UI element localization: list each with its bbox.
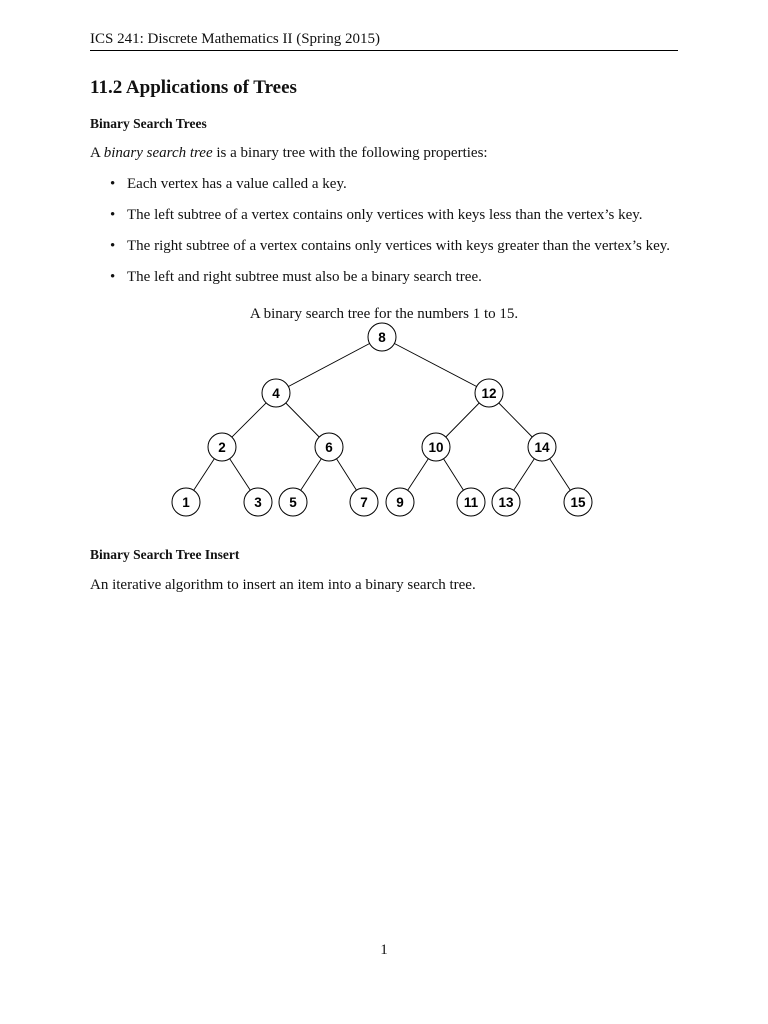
tree-node-label: 8 bbox=[378, 330, 386, 345]
course-title: ICS 241: Discrete Mathematics II (Spring 2015) bbox=[90, 31, 380, 47]
bst-intro-prefix: A bbox=[90, 145, 104, 161]
tree-node bbox=[279, 488, 307, 516]
tree-node bbox=[350, 488, 378, 516]
bst-heading: Binary Search Trees bbox=[90, 116, 207, 131]
property-text: The left and right subtree must also be a binary search tree. bbox=[127, 269, 482, 285]
bst-intro-suffix: is a binary tree with the following properties: bbox=[212, 145, 488, 161]
tree-node bbox=[528, 433, 556, 461]
page-number: 1 bbox=[380, 942, 388, 958]
tree-edges bbox=[194, 344, 571, 491]
tree-edge bbox=[286, 403, 319, 437]
bullet-icon: • bbox=[110, 176, 116, 192]
tree-node-label: 1 bbox=[182, 495, 190, 510]
property-text: The right subtree of a vertex contains only vertices with keys greater than the vertex’s key. bbox=[127, 238, 671, 254]
property-text: Each vertex has a value called a key. bbox=[127, 176, 347, 192]
tree-edge bbox=[230, 459, 251, 491]
tree-node-label: 15 bbox=[570, 495, 586, 510]
tree-node-label: 14 bbox=[534, 440, 550, 455]
tree-node bbox=[262, 379, 290, 407]
tree-node-label: 4 bbox=[272, 386, 280, 401]
property-text: The left subtree of a vertex contains only vertices with keys less than the vertex’s key. bbox=[127, 207, 643, 223]
tree-node-label: 10 bbox=[428, 440, 444, 455]
tree-node-label: 12 bbox=[481, 386, 497, 401]
tree-node-label: 11 bbox=[463, 495, 479, 510]
tree-node bbox=[172, 488, 200, 516]
tree-edge bbox=[514, 459, 535, 491]
section-title: 11.2 Applications of Trees bbox=[90, 77, 297, 98]
tree-node bbox=[386, 488, 414, 516]
tree-node-label: 5 bbox=[289, 495, 297, 510]
figure-caption: A binary search tree for the numbers 1 to 15. bbox=[249, 306, 519, 322]
tree-node-label: 3 bbox=[254, 495, 262, 510]
tree-node bbox=[564, 488, 592, 516]
tree-node bbox=[208, 433, 236, 461]
bullet-icon: • bbox=[110, 269, 116, 285]
tree-edge bbox=[288, 344, 369, 387]
insert-description: An iterative algorithm to insert an item into a binary search tree. bbox=[90, 577, 476, 593]
tree-node bbox=[422, 433, 450, 461]
tree-edge bbox=[499, 403, 532, 437]
tree-node-label: 13 bbox=[498, 495, 514, 510]
tree-node bbox=[244, 488, 272, 516]
tree-node-label: 6 bbox=[325, 440, 333, 455]
insert-heading: Binary Search Tree Insert bbox=[90, 547, 240, 562]
tree-node bbox=[457, 488, 485, 516]
tree-edge bbox=[301, 459, 322, 491]
tree-node-label: 2 bbox=[218, 440, 226, 455]
tree-edge bbox=[550, 459, 571, 491]
tree-edge bbox=[444, 459, 464, 490]
bullet-icon: • bbox=[110, 207, 116, 223]
tree-node bbox=[475, 379, 503, 407]
tree-node-label: 7 bbox=[360, 495, 368, 510]
tree-nodes bbox=[172, 323, 592, 516]
tree-edge bbox=[408, 459, 429, 491]
tree-edge bbox=[337, 459, 357, 490]
tree-node bbox=[315, 433, 343, 461]
tree-edge bbox=[394, 344, 476, 387]
tree-edge bbox=[194, 459, 215, 491]
bullet-icon: • bbox=[110, 238, 116, 254]
tree-edge bbox=[232, 403, 266, 437]
tree-edge bbox=[446, 403, 479, 437]
tree-node bbox=[368, 323, 396, 351]
tree-node bbox=[492, 488, 520, 516]
tree-node-label: 9 bbox=[396, 495, 404, 510]
bst-intro-term: binary search tree bbox=[103, 145, 213, 161]
